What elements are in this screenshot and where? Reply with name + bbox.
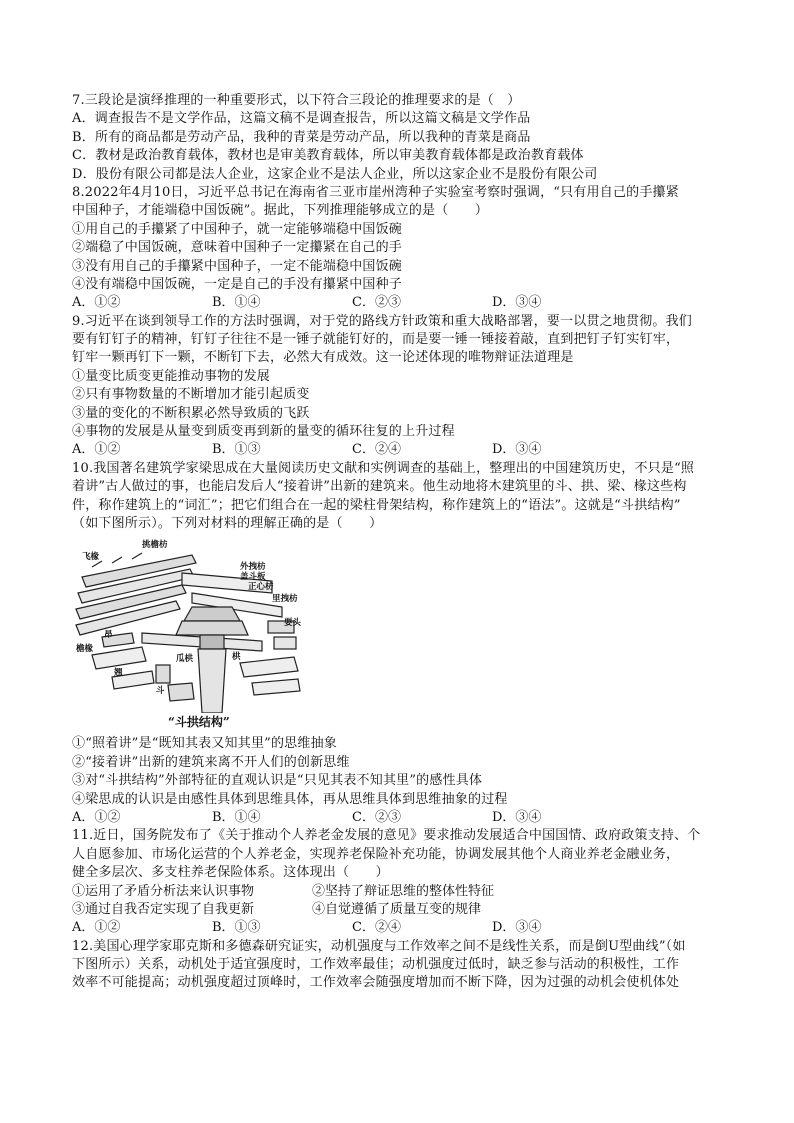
q9-item-1: ①量变比质变更能推动事物的发展: [72, 368, 271, 384]
q11-item-2: ②坚持了辩证思维的整体性特征: [312, 883, 495, 899]
q9-choices: [72, 441, 732, 459]
q8-choice-a: A．①②: [72, 295, 121, 311]
q9-choice-d: D．③④: [492, 442, 542, 458]
q9-item-4: ④事物的发展是从量变到质变再到新的量变的循环往复的上升过程: [72, 424, 455, 440]
q10-stem-line-2: 着讲”古人做过的事，也能启发后人“接着讲”出新的建筑来。他生动地将木建筑里的斗、拱、梁、椽这些构: [72, 479, 687, 495]
q8-stem-line-2: 中国种子，才能端稳中国饭碗”。据此，下列推理能够成立的是（ ）: [72, 203, 489, 219]
q7-option-c: C．教材是政治教育载体，教材也是审美教育载体，所以审美教育载体都是政治教育载体: [72, 148, 584, 164]
exam-page: [72, 92, 732, 993]
q8-item-2: ②端稳了中国饭碗，意味着中国种子一定攥紧在自己的手: [72, 240, 403, 256]
q10-item-1: ①“照着讲”是“既知其表又知其里”的思维抽象: [72, 736, 337, 752]
label-feichuan: 飞椽: [82, 552, 100, 563]
label-dou: 斗: [156, 686, 165, 697]
label-gaidouban: 盖斗板: [240, 572, 266, 583]
label-zhengxinfang: 正心枋: [248, 582, 274, 593]
q10-choice-d: D．③④: [492, 809, 542, 825]
q8-choice-b: B．①④: [212, 295, 261, 311]
q12-stem-line-3: 效率不可能提高；动机强度超过顶峰时，工作效率会随强度增加而不断下降，因为过强的动机会使机体处: [72, 975, 680, 991]
q11-item-1: ①运用了矛盾分析法来认识事物: [72, 883, 255, 899]
q9-choice-c: C．②④: [352, 442, 401, 458]
q12-stem-line-1: 12.美国心理学家耶克斯和多德森研究证实，动机强度与工作效率之间不是线性关系，而是倒U型曲线”（如: [72, 938, 686, 954]
q11-stem-line-3: 健全多层次、多支柱养老保险体系。这体现出（ ）: [72, 865, 389, 881]
q8-item-4: ④没有端稳中国饭碗，一定是自己的手没有攥紧中国种子: [72, 276, 403, 292]
q10-stem-line-3: 件，称作建筑上的“词汇”；把它们组合在一起的梁柱骨架结构，称作建筑上的“语法”。这就是“斗拱结构”: [72, 497, 681, 513]
q11-choice-d: D．③④: [492, 920, 542, 936]
dougong-illustration: [72, 537, 312, 713]
q10-choice-b: B．①④: [212, 809, 261, 825]
q10-choice-a: A．①②: [72, 809, 121, 825]
q8-choice-c: C．②③: [352, 295, 401, 311]
dougong-figure: [72, 537, 312, 733]
q11-choice-b: B．①③: [212, 920, 261, 936]
q11-choice-a: A．①②: [72, 920, 121, 936]
q12-stem-line-2: 下图所示）关系，动机处于适宜强度时，工作效率最佳；动机强度过低时，缺乏参与活动的积极性，工作: [72, 957, 680, 973]
q8-item-1: ①用自己的手攥紧了中国种子，就一定能够端稳中国饭碗: [72, 221, 403, 237]
q11-item-4: ④自觉遵循了质量互变的规律: [312, 901, 482, 917]
label-shuatou: 耍头: [284, 618, 302, 629]
q10-item-2: ②“接着讲”出新的建筑来离不开人们的创新思维: [72, 754, 350, 770]
q8-choice-d: D．③④: [492, 295, 542, 311]
q9-stem-line-1: 9.习近平在谈到领导工作的方法时强调，对于党的路线方针政策和重大战略部署，要一以贯之地贯彻。我们: [72, 313, 693, 329]
figure-caption: “斗拱结构”: [168, 715, 230, 730]
q7-option-b: B．所有的商品都是劳动产品，我种的青菜是劳动产品，所以我种的青菜是商品: [72, 129, 531, 145]
label-yanchuan: 檐椽: [76, 644, 94, 655]
q11-choice-c: C．②④: [352, 920, 401, 936]
q9-choice-a: A．①②: [72, 442, 121, 458]
q7-option-a: A．调查报告不是文学作品，这篇文稿不是调查报告，所以这篇文稿是文学作品: [72, 111, 531, 127]
q11-item-3: ③通过自我否定实现了自我更新: [72, 901, 255, 917]
q10-item-4: ④梁思成的认识是由感性具体到思维具体，再从思维具体到思维抽象的过程: [72, 791, 508, 807]
q11-stem-line-1: 11.近日，国务院发布了《关于推动个人养老金发展的意见》要求推动发展适合中国国情、政府政策支持、个: [72, 828, 701, 844]
q7-option-d: D．股份有限公司都是法人企业，这家企业不是法人企业，所以这家企业不是股份有限公司: [72, 166, 598, 182]
q11-items-row-1: [72, 883, 732, 901]
q10-stem-line-1: 10.我国著名建筑学家梁思成在大量阅读历史文献和实例调查的基础上，整理出的中国建筑历史，不只是“照: [72, 460, 695, 476]
q8-stem-line-1: 8.2022年4月10日，习近平总书记在海南省三亚市崖州湾种子实验室考察时强调，“只有用自己的手攥紧: [72, 184, 679, 200]
label-gong: 栱: [232, 652, 241, 663]
q9-item-2: ②只有事物数量的不断增加才能引起质变: [72, 387, 310, 403]
q11-choices: [72, 919, 732, 937]
q9-item-3: ③量的变化的不断积累必然导致质的飞跃: [72, 405, 310, 421]
q9-stem-line-2: 要有钉钉子的精神，钉钉子往往不是一锤子就能钉好的，而是要一锤一锤接着敲，直到把钉子钉实钉牢，: [72, 332, 680, 348]
q10-choices: [72, 809, 732, 827]
q9-choice-b: B．①③: [212, 442, 261, 458]
q10-choice-c: C．②③: [352, 809, 401, 825]
label-lizhuaifang: 里拽枋: [272, 594, 298, 605]
q11-items-row-2: [72, 901, 732, 919]
q10-stem-line-4: （如下图所示）。下列对材料的理解正确的是（ ）: [72, 515, 383, 531]
label-ang: 昂: [104, 630, 113, 641]
q8-item-3: ③没有用自己的手攥紧中国种子，一定不能端稳中国饭碗: [72, 258, 403, 274]
label-tiaoyanfang: 挑檐枋: [142, 540, 168, 551]
label-guagong: 瓜栱: [176, 654, 194, 665]
q10-item-3: ③对“斗拱结构”外部特征的直观认识是“只见其表不知其里”的感性具体: [72, 773, 483, 789]
q9-stem-line-3: 钉牢一颗再钉下一颗，不断钉下去，必然大有成效。这一论述体现的唯物辩证法道理是: [72, 350, 574, 366]
q7-stem: 7.三段论是演绎推理的一种重要形式，以下符合三段论的推理要求的是（ ）: [72, 93, 521, 108]
q11-stem-line-2: 人自愿参加、市场化运营的个人养老金，实现养老保险补充功能，协调发展其他个人商业养老金融业务，: [72, 846, 680, 862]
label-qiao: 翘: [114, 668, 123, 679]
q8-choices: [72, 294, 732, 312]
label-waizhuaifang: 外拽枋: [240, 562, 266, 573]
